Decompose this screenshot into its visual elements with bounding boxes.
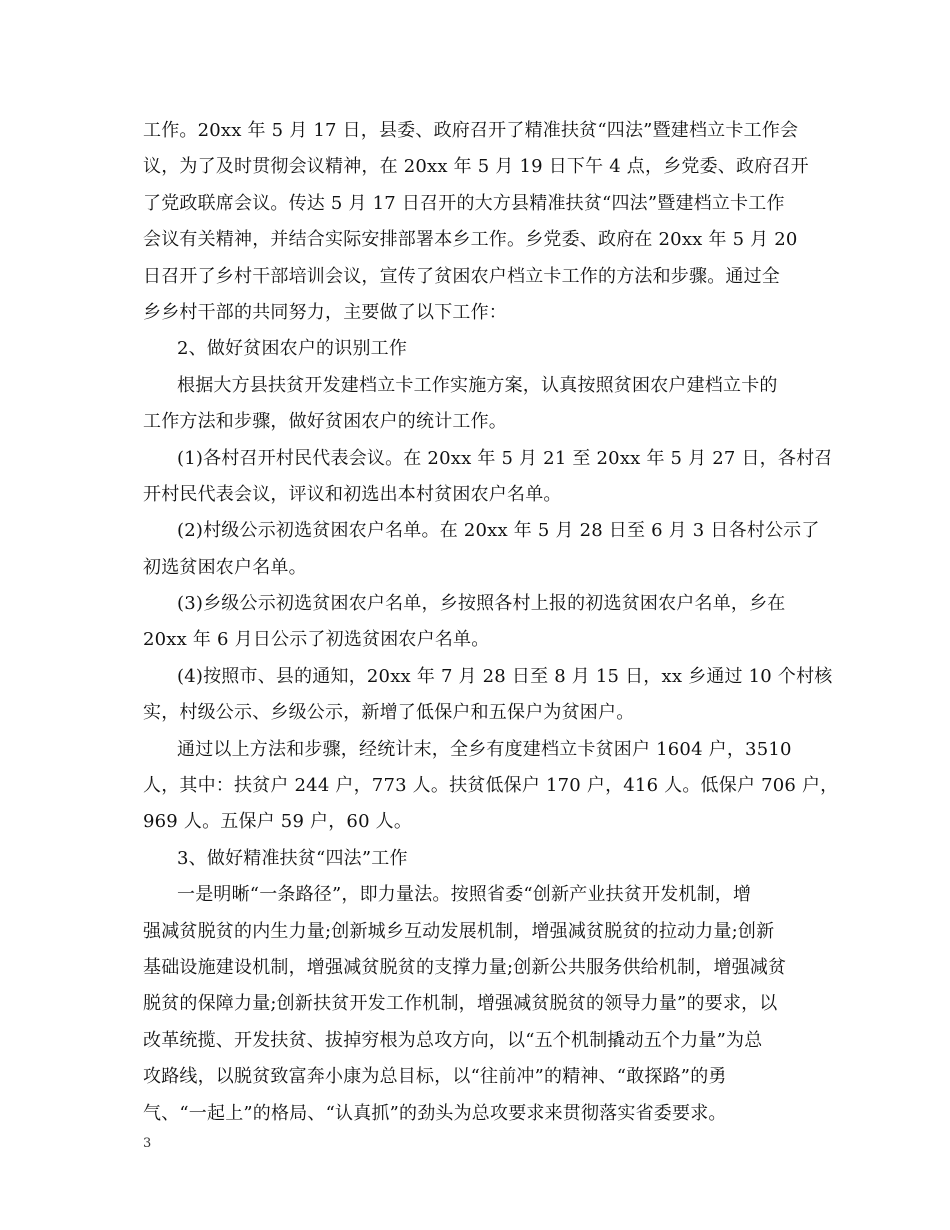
text-line: 工作。20xx 年 5 月 17 日，县委、政府召开了精准扶贫“四法”暨建档立卡工作会 <box>143 120 799 141</box>
list-item-text: 初选贫困农户名单。 <box>143 556 307 578</box>
text-line: 乡乡村干部的共同努力，主要做了以下工作： <box>143 301 507 323</box>
text-line: 攻路线，以脱贫致富奔小康为总目标，以“往前冲”的精神、“敢探路”的勇 <box>143 1066 727 1088</box>
text-line: 会议有关精神，并结合实际安排部署本乡工作。乡党委、政府在 20xx 年 5 月 20 <box>143 229 798 251</box>
text-line: 脱贫的保障力量;创新扶贫开发工作机制，增强减贫脱贫的领导力量”的要求，以 <box>143 993 778 1015</box>
text-line: 根据大方县扶贫开发建档立卡工作实施方案，认真按照贫困农户建档立卡的 <box>177 374 778 396</box>
text-line: 工作方法和步骤，做好贫困农户的统计工作。 <box>143 411 507 433</box>
page-number: 3 <box>143 1136 152 1151</box>
text-line: 议，为了及时贯彻会议精神，在 20xx 年 5 月 19 日下午 4 点，乡党委、政府召开 <box>143 156 809 178</box>
list-item-text: (2)村级公示初选贫困农户名单。在 20xx 年 5 月 28 日至 6 月 3 日各村公示了 <box>177 520 820 542</box>
section-heading: 3、做好精准扶贫“四法”工作 <box>177 847 408 869</box>
text-line: 气、“一起上”的格局、“认真抓”的劲头为总攻要求来贯彻落实省委要求。 <box>143 1102 727 1124</box>
text-line: 一是明晰“一条路径”，即力量法。按照省委“创新产业扶贫开发机制，增 <box>177 884 752 906</box>
text-line: 改革统揽、开发扶贫、拔掉穷根为总攻方向，以“五个机制撬动五个力量”为总 <box>143 1029 763 1051</box>
list-item-text: 实，村级公示、乡级公示，新增了低保户和五保户为贫困户。 <box>143 702 635 724</box>
text-line: 969 人。五保户 59 户，60 人。 <box>143 811 413 833</box>
list-item-text: 开村民代表会议，评议和初选出本村贫困农户名单。 <box>143 483 562 505</box>
document-body <box>143 113 839 1132</box>
list-item-text: (1)各村召开村民代表会议。在 20xx 年 5 月 21 至 20xx 年 5 月 27 日，各村召 <box>177 447 833 469</box>
text-line: 了党政联席会议。传达 5 月 17 日召开的大方县精准扶贫“四法”暨建档立卡工作 <box>143 192 785 214</box>
text-line: 基础设施建设机制，增强减贫脱贫的支撑力量;创新公共服务供给机制，增强减贫 <box>143 956 787 978</box>
text-line: 人，其中：扶贫户 244 户，773 人。扶贫低保户 170 户，416 人。低保户 706 户， <box>143 775 839 797</box>
text-line: 强减贫脱贫的内生力量;创新城乡互动发展机制，增强减贫脱贫的拉动力量;创新 <box>143 920 775 942</box>
list-item-text: (3)乡级公示初选贫困农户名单，乡按照各村上报的初选贫困农户名单，乡在 <box>177 593 786 615</box>
text-line: 日召开了乡村干部培训会议，宣传了贫困农户档立卡工作的方法和步骤。通过全 <box>143 265 780 287</box>
text-line: 通过以上方法和步骤，经统计末，全乡有度建档立卡贫困户 1604 户，3510 <box>177 738 792 760</box>
section-heading: 2、做好贫困农户的识别工作 <box>177 338 408 360</box>
list-item-text: 20xx 年 6 月日公示了初选贫困农户名单。 <box>143 629 490 651</box>
list-item-text: (4)按照市、县的通知，20xx 年 7 月 28 日至 8 月 15 日，xx 乡通过 10 个村核 <box>177 665 833 687</box>
